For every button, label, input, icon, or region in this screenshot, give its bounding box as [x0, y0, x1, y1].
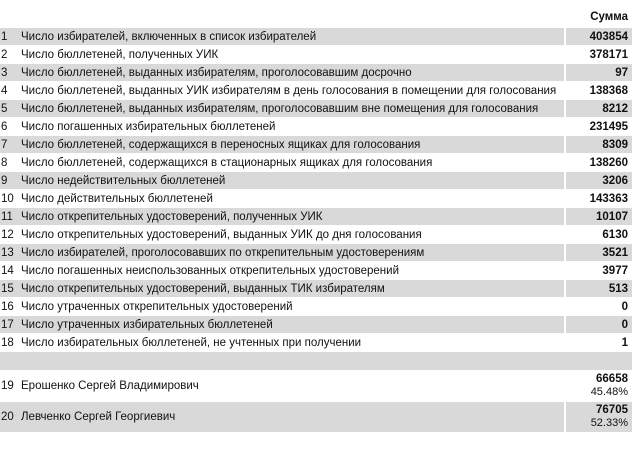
row-number: 14 — [1, 264, 14, 277]
row-value: 3521 — [564, 244, 632, 261]
row-number: 10 — [1, 192, 14, 205]
table-row — [0, 244, 632, 261]
row-value: 143363 — [564, 190, 632, 207]
row-number: 7 — [0, 136, 19, 153]
table-row — [0, 28, 632, 45]
row-value: 513 — [564, 280, 632, 297]
row-value: 0 — [564, 316, 632, 333]
row-number: 8 — [1, 156, 8, 169]
row-number: 15 — [0, 280, 19, 297]
row-label: Число открепительных удостоверений, выданных УИК до дня голосования — [21, 228, 422, 241]
row-label: Число избирателей, проголосовавших по открепительным удостоверениям — [19, 244, 564, 261]
row-label: Число избирателей, включенных в список избирателей — [19, 28, 564, 45]
table-row — [0, 208, 632, 225]
row-value: 378171 — [564, 46, 632, 63]
row-number: 5 — [0, 100, 19, 117]
row-label: Число утраченных избирательных бюллетеней — [19, 316, 564, 333]
row-label: Число бюллетеней, полученных УИК — [21, 48, 219, 61]
row-label: Число бюллетеней, выданных избирателям, проголосовавшим вне помещения для голосования — [19, 100, 564, 117]
table-row — [0, 280, 632, 297]
row-value: 0 — [564, 298, 632, 315]
header-row — [0, 7, 632, 27]
row-label: Число действительных бюллетеней — [21, 192, 213, 205]
table-row — [0, 262, 632, 279]
row-label: Число утраченных открепительных удостоверений — [21, 300, 293, 313]
row-value: 403854 — [564, 28, 632, 45]
empty-header-cell — [19, 7, 564, 27]
row-number: 4 — [1, 84, 8, 97]
row-number: 20 — [0, 402, 19, 432]
row-value: 138260 — [564, 154, 632, 171]
candidate-percent: 45.48% — [590, 386, 628, 398]
row-label: Число избирательных бюллетеней, не учтенных при получении — [21, 336, 362, 349]
row-number: 17 — [0, 316, 19, 333]
empty-header-cell — [0, 7, 19, 27]
table-row — [0, 118, 632, 135]
separator-cell — [0, 352, 632, 370]
row-number: 19 — [1, 380, 14, 392]
row-number: 3 — [0, 64, 19, 81]
results-body — [0, 28, 632, 432]
row-number: 6 — [1, 120, 8, 133]
candidate-percent: 52.33% — [590, 417, 628, 429]
candidate-result — [564, 402, 632, 432]
row-value: 138368 — [564, 82, 632, 99]
row-number: 11 — [0, 208, 19, 225]
candidate-row — [0, 402, 632, 432]
row-value: 97 — [564, 64, 632, 81]
row-label: Число бюллетеней, выданных избирателям, проголосовавшим досрочно — [19, 64, 564, 81]
row-label: Число погашенных неиспользованных открепительных удостоверений — [21, 264, 400, 277]
candidate-row — [0, 371, 632, 401]
row-label: Число открепительных удостоверений, полученных УИК — [19, 208, 564, 225]
row-number: 16 — [1, 300, 14, 313]
row-number: 12 — [1, 228, 14, 241]
row-number: 9 — [0, 172, 19, 189]
row-value: 8309 — [564, 136, 632, 153]
row-label: Число бюллетеней, содержащихся в переносных ящиках для голосования — [19, 136, 564, 153]
table-row — [0, 46, 632, 63]
row-label: Число недействительных бюллетеней — [19, 172, 564, 189]
row-number: 1 — [0, 28, 19, 45]
row-value: 3206 — [564, 172, 632, 189]
row-value: 231495 — [564, 118, 632, 135]
table-row — [0, 64, 632, 81]
table-row — [0, 100, 632, 117]
row-number: 13 — [0, 244, 19, 261]
row-label: Число погашенных избирательных бюллетеней — [21, 120, 276, 133]
candidate-votes: 76705 — [596, 404, 628, 416]
sum-column-header: Сумма — [590, 11, 628, 23]
row-value: 8212 — [564, 100, 632, 117]
table-row — [0, 136, 632, 153]
row-number: 2 — [1, 48, 8, 61]
separator-row — [0, 352, 632, 370]
row-label: Число открепительных удостоверений, выданных ТИК избирателям — [19, 280, 564, 297]
table-row — [0, 298, 632, 315]
row-value: 6130 — [564, 226, 632, 243]
table-row — [0, 82, 632, 99]
table-row — [0, 154, 632, 171]
row-label: Число бюллетеней, выданных УИК избирателям в день голосования в помещении для голосования — [21, 84, 557, 97]
table-row — [0, 226, 632, 243]
table-row — [0, 172, 632, 189]
candidate-name: Ерошенко Сергей Владимирович — [21, 380, 199, 392]
table-row — [0, 316, 632, 333]
row-label: Число бюллетеней, содержащихся в стационарных ящиках для голосования — [21, 156, 433, 169]
candidate-name: Левченко Сергей Георгиевич — [19, 402, 564, 432]
table-row — [0, 334, 632, 351]
results-table — [0, 6, 632, 433]
candidate-votes: 66658 — [596, 373, 628, 385]
row-value: 10107 — [564, 208, 632, 225]
row-number: 18 — [1, 336, 14, 349]
row-value: 1 — [564, 334, 632, 351]
candidate-result — [564, 371, 632, 401]
row-value: 3977 — [564, 262, 632, 279]
table-row — [0, 190, 632, 207]
